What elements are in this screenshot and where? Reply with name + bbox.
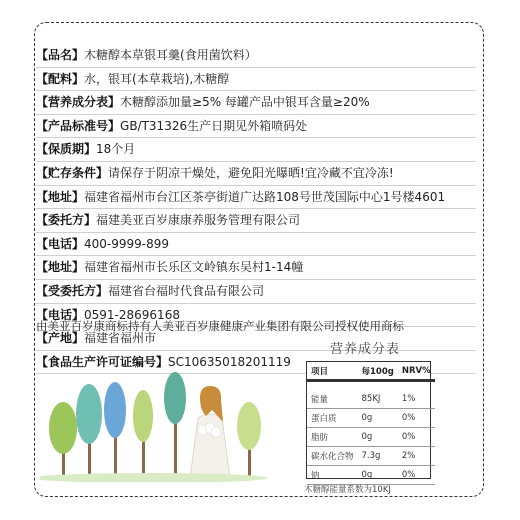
nutrient-name: 能量 <box>307 390 358 409</box>
table-row <box>307 390 435 409</box>
row-key: 【贮存条件】 <box>36 165 109 180</box>
table-row <box>307 466 435 485</box>
table-row <box>307 447 435 466</box>
table-row <box>307 428 435 447</box>
row-shelf-life <box>36 138 476 162</box>
row-value: 福建省福州市 <box>84 331 157 346</box>
nutrition-table-title: 营养成分表 <box>329 342 400 357</box>
forest-woman-illustration <box>40 370 280 482</box>
nutrient-nrv: 0% <box>398 466 435 485</box>
tree-icon <box>104 382 126 476</box>
row-value: 福建省福州市长乐区文岭镇东吴村1-14幢 <box>84 260 304 275</box>
header-per-100g: 每100g <box>358 362 398 381</box>
row-value: 木糖醇添加量≥5% 每罐产品中银耳含量≥20% <box>120 95 370 110</box>
header-item: 项目 <box>307 362 358 381</box>
nutrient-nrv: 2% <box>398 447 435 466</box>
row-value: 0591-28696168 <box>84 307 180 322</box>
row-key: 【营养成分表】 <box>36 95 121 110</box>
row-key: 【食品生产许可证编号】 <box>36 354 169 369</box>
row-standard-number <box>36 115 476 139</box>
row-key: 【保质期】 <box>36 142 97 157</box>
row-value: 福建省台福时代食品有限公司 <box>108 283 265 298</box>
row-address <box>36 186 476 210</box>
row-nutrition-claim <box>36 91 476 115</box>
nutrient-name: 钠 <box>307 466 358 485</box>
nutrient-name: 脂肪 <box>307 428 358 447</box>
nutrient-amount: 0g <box>358 409 398 428</box>
row-product-name <box>36 44 476 68</box>
header-nrv: NRV% <box>398 362 435 381</box>
row-key: 【品名】 <box>36 48 85 62</box>
table-row <box>307 409 435 428</box>
row-value: 400-9999-899 <box>84 236 170 251</box>
row-client <box>36 209 476 233</box>
nutrient-amount: 0g <box>358 466 398 485</box>
row-key: 【地址】 <box>36 260 85 275</box>
row-key: 【产品标准号】 <box>36 118 121 133</box>
row-key: 【配料】 <box>36 71 85 86</box>
tree-icon <box>237 402 261 476</box>
row-key: 【电话】 <box>36 236 85 251</box>
row-value: 18个月 <box>96 142 136 157</box>
row-storage <box>36 162 476 186</box>
row-value: GB/T31326生产日期见外箱喷码处 <box>120 118 308 133</box>
row-manufacturer-address <box>36 256 476 280</box>
row-key: 【产地】 <box>36 331 85 346</box>
tree-icon <box>49 402 77 476</box>
nutrient-amount: 0g <box>358 428 398 447</box>
woman-with-flowers-icon <box>190 386 230 478</box>
nutrient-nrv: 0% <box>398 409 435 428</box>
tree-icon <box>133 390 153 476</box>
energy-coefficient-note: 木糖醇能量系数为10KJ <box>304 485 391 495</box>
row-ingredients <box>36 68 476 92</box>
nutrition-table <box>306 361 431 479</box>
nutrient-name: 碳水化合物 <box>307 447 358 466</box>
row-value: 福建省福州市台江区茶亭街道广达路108号世茂国际中心1号楼4601 <box>84 189 446 204</box>
row-key: 【电话】 <box>36 307 85 322</box>
tree-icon <box>76 384 102 476</box>
row-key: 【受委托方】 <box>36 283 109 298</box>
tree-icon <box>164 372 186 476</box>
row-value: 木糖醇本草银耳羹(食用菌饮料） <box>84 48 257 62</box>
row-key: 【地址】 <box>36 189 85 204</box>
nutrient-name: 蛋白质 <box>307 409 358 428</box>
nutrient-nrv: 0% <box>398 428 435 447</box>
row-manufacturer <box>36 280 476 304</box>
row-phone <box>36 233 476 257</box>
nutrient-amount: 7.3g <box>358 447 398 466</box>
row-value: 请保存于阴凉干燥处，避免阳光曝晒!宜冷藏不宜冷冻! <box>108 165 394 180</box>
row-value: 水，银耳(本草栽培),木糖醇 <box>84 71 230 86</box>
trademark-footnote: 由美亚百岁康商标持有人美亚百岁康健康产业集团有限公司授权使用商标 <box>36 319 404 333</box>
nutrition-header-row <box>307 362 435 381</box>
row-key: 【委托方】 <box>36 213 97 228</box>
nutrient-amount: 85KJ <box>358 390 398 409</box>
row-value: 福建美亚百岁康康养服务管理有限公司 <box>96 213 301 228</box>
row-value: SC10635018201119 <box>168 354 291 369</box>
nutrient-nrv: 1% <box>398 390 435 409</box>
